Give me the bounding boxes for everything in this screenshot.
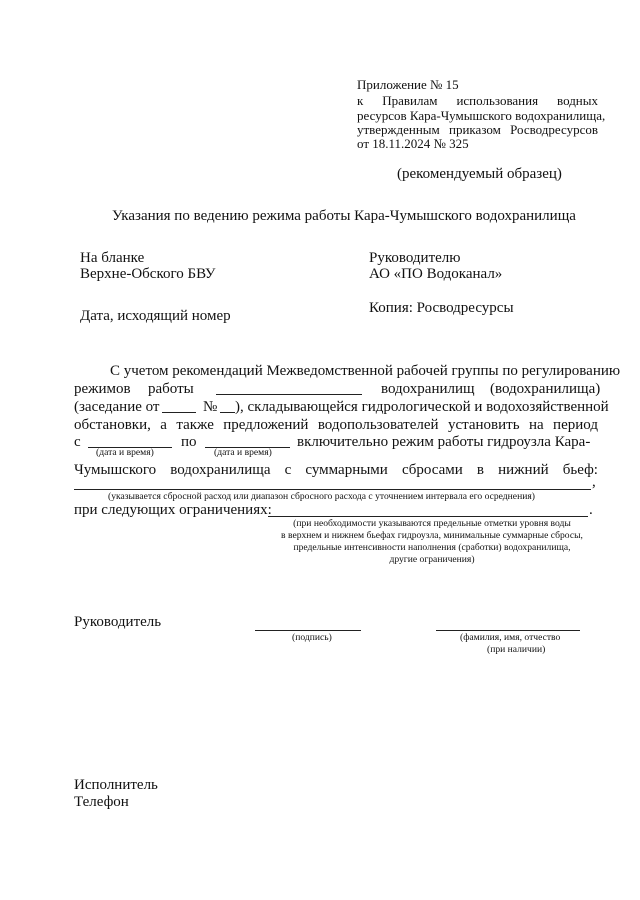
hint-line: (при необходимости указываются предельные отметки уровня воды xyxy=(293,518,571,529)
recipient-org: АО «ПО Водоканал» xyxy=(369,266,503,282)
hint-signature: (подпись) xyxy=(292,632,332,643)
word: в xyxy=(476,462,485,478)
word: водохранилища xyxy=(170,462,271,478)
word: использования xyxy=(456,93,539,108)
word: бьеф: xyxy=(562,462,598,478)
word: Правилам xyxy=(382,93,438,108)
reservoir-group-blank xyxy=(216,394,362,395)
hint-start-datetime: (дата и время) xyxy=(96,447,154,458)
hint-line: предельные интенсивности наполнения (сработки) водохранилища, xyxy=(293,542,571,553)
word: Чумышского xyxy=(74,462,157,478)
word: Росводресурсов xyxy=(510,122,598,137)
word: установить xyxy=(447,417,520,433)
sender-office: Верхне-Обского БВУ xyxy=(80,266,216,282)
hint-line: другие ограничения) xyxy=(389,554,475,565)
phone-label: Телефон xyxy=(74,794,129,810)
comma: , xyxy=(592,474,596,490)
constraints-blank xyxy=(268,516,588,517)
period-mark: . xyxy=(589,502,593,518)
word: работы xyxy=(148,381,194,397)
appendix-line-1 xyxy=(357,93,598,109)
word: с xyxy=(284,462,292,478)
signature-blank xyxy=(255,630,361,631)
executor-label: Исполнитель xyxy=(74,777,158,793)
body-line-5-tail: включительно режим работы гидроузла Кара- xyxy=(297,434,591,450)
appendix-number: Приложение № 15 xyxy=(357,77,459,92)
sample-note: (рекомендуемый образец) xyxy=(397,166,562,182)
letterhead-note: На бланке xyxy=(80,250,145,266)
full-name-blank xyxy=(436,630,580,631)
word: приказом xyxy=(449,122,501,137)
hint-constraints xyxy=(262,518,602,566)
copy-recipient: Копия: Росводресурсы xyxy=(369,300,514,316)
word: а xyxy=(160,417,167,433)
word: суммарными xyxy=(305,462,388,478)
hint-end-datetime: (дата и время) xyxy=(214,447,272,458)
word: нижний xyxy=(498,462,549,478)
number-sign: № xyxy=(203,399,218,415)
constraints-label: при следующих ограничениях: xyxy=(74,502,272,518)
hint-full-name: (фамилия, имя, отчество xyxy=(460,632,561,643)
meeting-date-blank xyxy=(162,412,196,413)
word: период xyxy=(553,417,598,433)
word: на xyxy=(528,417,544,433)
word: режимов xyxy=(74,381,131,397)
body-line-4 xyxy=(74,417,598,434)
head-label: Руководитель xyxy=(74,614,162,630)
word: обстановки, xyxy=(74,417,151,433)
word: водохранилищ xyxy=(381,381,475,397)
word: по xyxy=(181,434,197,450)
word: (водохранилища) xyxy=(490,381,601,397)
body-line-3-tail: ), складывающейся гидрологической и водохозяйственной xyxy=(235,399,609,415)
word: водных xyxy=(557,93,598,108)
hint-full-name-2: (при наличии) xyxy=(487,644,546,655)
word: сбросами xyxy=(401,462,463,478)
word: водопользователей xyxy=(317,417,439,433)
meeting-number-blank xyxy=(220,412,235,413)
hint-discharge: (указывается сбросной расход или диапазон сбросного расхода с уточнением интервала его осреднения) xyxy=(108,491,535,502)
appendix-line-4: от 18.11.2024 № 325 xyxy=(357,136,469,151)
word: утвержденным xyxy=(357,122,440,137)
recipient-title: Руководителю xyxy=(369,250,461,266)
word: предложений xyxy=(223,417,309,433)
body-line-1: С учетом рекомендаций Межведомственной рабочей группы по регулированию xyxy=(110,363,621,379)
word: также xyxy=(176,417,214,433)
document-title: Указания по ведению режима работы Кара-Чумышского водохранилища xyxy=(112,208,576,224)
meeting-date-label: (заседание от xyxy=(74,399,160,415)
discharge-blank xyxy=(74,489,591,490)
appendix-line-2: ресурсов Кара-Чумышского водохранилища, xyxy=(357,108,606,123)
word: к xyxy=(357,93,364,108)
body-line-6 xyxy=(74,462,598,479)
date-number-label: Дата, исходящий номер xyxy=(80,308,231,324)
word: с xyxy=(74,434,81,450)
hint-line: в верхнем и нижнем бьефах гидроузла, минимальные суммарные сбросы, xyxy=(281,530,583,541)
